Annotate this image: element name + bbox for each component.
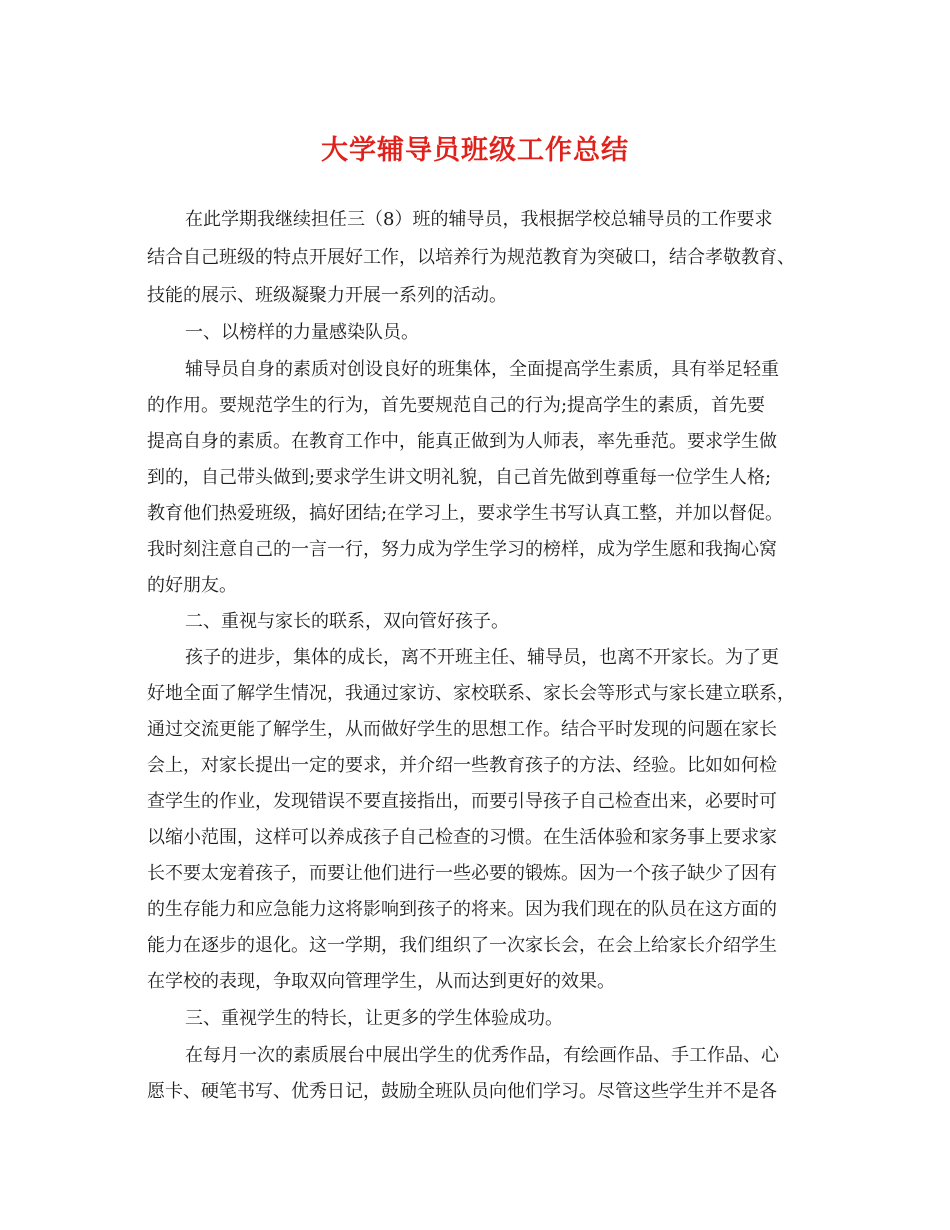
section-heading: 三、重视学生的特长，让更多的学生体验成功。 xyxy=(185,1008,563,1029)
paragraph-line: 提高自身的素质。在教育工作中，能真正做到为人师表，率先垂范。要求学生做 xyxy=(147,431,777,452)
paragraph-line: 会上，对家长提出一定的要求，并介绍一些教育孩子的方法、经验。比如如何检 xyxy=(147,755,777,776)
paragraph-line: 通过交流更能了解学生，从而做好学生的思想工作。结合平时发现的问题在家长 xyxy=(147,719,777,740)
paragraph-line: 能力在逐步的退化。这一学期，我们组织了一次家长会，在会上给家长介绍学生 xyxy=(147,935,777,956)
paragraph-line: 教育他们热爱班级，搞好团结;在学习上，要求学生书写认真工整，并加以督促。 xyxy=(147,503,784,524)
paragraph-line: 在学校的表现，争取双向管理学生，从而达到更好的效果。 xyxy=(147,971,615,992)
paragraph-line: 的好朋友。 xyxy=(147,575,237,596)
paragraph-line: 愿卡、硬笔书写、优秀日记，鼓励全班队员向他们学习。尽管这些学生并不是各 xyxy=(147,1081,777,1102)
paragraph-line: 孩子的进步，集体的成长，离不开班主任、辅导员，也离不开家长。为了更 xyxy=(185,647,779,668)
paragraph-line: 的生存能力和应急能力这将影响到孩子的将来。因为我们现在的队员在这方面的 xyxy=(147,899,777,920)
paragraph-line: 好地全面了解学生情况，我通过家访、家校联系、家长会等形式与家长建立联系， xyxy=(147,683,795,704)
paragraph-line: 长不要太宠着孩子，而要让他们进行一些必要的锻炼。因为一个孩子缺少了因有 xyxy=(147,863,777,884)
paragraph-line: 以缩小范围，这样可以养成孩子自己检查的习惯。在生活体验和家务事上要求家 xyxy=(147,827,777,848)
paragraph-line: 我时刻注意自己的一言一行，努力成为学生学习的榜样，成为学生愿和我掏心窝 xyxy=(147,539,777,560)
paragraph-line: 技能的展示、班级凝聚力开展一系列的活动。 xyxy=(147,285,507,306)
paragraph-line: 到的，自己带头做到;要求学生讲文明礼貌，自己首先做到尊重每一位学生人格; xyxy=(147,467,772,488)
paragraph-line: 查学生的作业，发现错误不要直接指出，而要引导孩子自己检查出来，必要时可 xyxy=(147,791,777,812)
paragraph-line: 在每月一次的素质展台中展出学生的优秀作品，有绘画作品、手工作品、心 xyxy=(185,1045,779,1066)
paragraph-line: 的作用。要规范学生的行为，首先要规范自己的行为;提高学生的素质，首先要 xyxy=(147,395,766,416)
section-heading: 二、重视与家长的联系，双向管好孩子。 xyxy=(185,611,509,632)
document-title: 大学辅导员班级工作总结 xyxy=(321,135,629,166)
paragraph-line: 辅导员自身的素质对创设良好的班集体，全面提高学生素质，具有举足轻重 xyxy=(185,359,779,380)
section-heading: 一、以榜样的力量感染队员。 xyxy=(185,322,419,343)
paragraph-line: 结合自己班级的特点开展好工作，以培养行为规范教育为突破口，结合孝敬教育、 xyxy=(147,247,795,268)
paragraph-line: 在此学期我继续担任三（8）班的辅导员，我根据学校总辅导员的工作要求 xyxy=(185,209,773,230)
